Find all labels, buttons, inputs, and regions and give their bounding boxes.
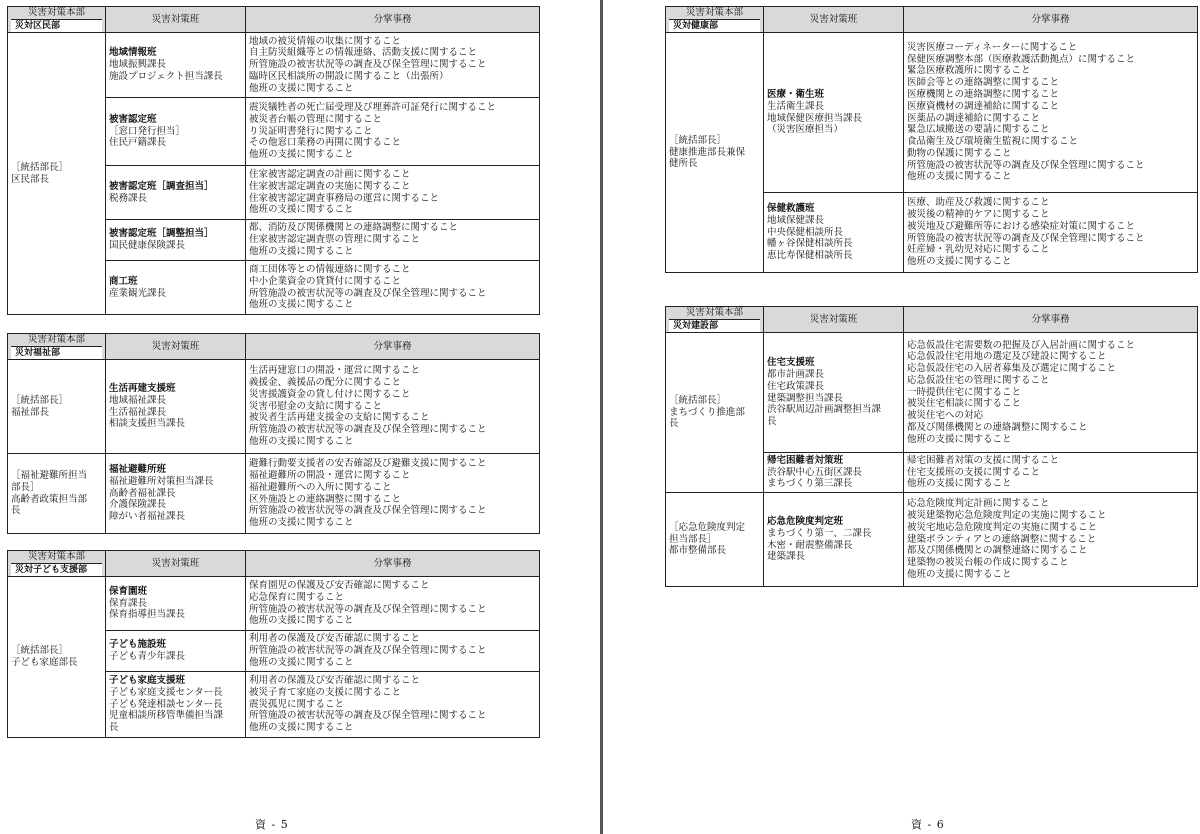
director-title: ［統括部長］ [11,394,69,406]
duty-item: 他班の支援に関すること [907,478,1012,490]
duty-item: 応急危険度判定計画に関すること [907,498,1050,510]
duty-item: 所管施設の被害状況等の調査及び保全管理に関すること [249,505,487,517]
hq-label: 災害対策本部 [669,307,760,320]
team-role: （災害医療担当） [767,124,844,136]
director-role: まちづくり推進部 [669,406,745,418]
team-name: 地域情報班 [109,47,157,59]
team-cell [106,33,246,98]
page-6 [603,0,1200,834]
director-title: 担当部長］ [669,533,717,545]
duty-item: 建築ボランティアとの連絡調整に関すること [907,533,1097,545]
hq-label: 災害対策本部 [669,7,760,20]
duty-item: 災害医療コーディネーターに関すること [907,41,1078,53]
team-role: 税務課長 [109,192,148,204]
director-role: 子ども家庭部長 [11,657,78,668]
team-cell [106,672,246,738]
team-name: 帰宅困難者対策班 [767,454,844,466]
team-role: 子ども青少年課長 [109,651,186,662]
team-column-header: 災害対策班 [106,7,246,33]
duty-item: 住宅支援班の支援に関すること [907,466,1041,478]
duties-column-header: 分掌事務 [904,7,1198,33]
team-name: 住宅支援班 [767,357,815,369]
duty-item: 他班の支援に関すること [249,299,354,311]
team-cell [106,220,246,261]
director-title: 部長］ [11,481,40,493]
team-role: 幡ヶ谷保健相談所長 [767,238,853,250]
duty-item: 被災地及び避難所等における感染症対策に関すること [907,220,1136,232]
duty-item: 自主防災組織等との情報連絡、活動支援に関すること [249,47,478,59]
director-title: ［統括部長］ [11,645,69,657]
team-role: 恵比寿保健相談所長 [767,250,853,262]
director-role: 健康推進部長兼保 [669,146,746,158]
director-role: 長 [11,505,21,517]
team-role: 国民健康保険課長 [109,240,186,251]
duty-item: 生活再建窓口の開設・運営に関すること [249,365,421,377]
duty-item: 災害援護資金の貸し付けに関すること [249,388,411,400]
duty-item: 中小企業資金の貸貸付に関すること [249,275,402,287]
duty-item: 利用者の保護及び安否確認に関すること [249,633,421,645]
duty-item: 妊産婦・乳幼児対応に関すること [907,244,1050,256]
director-title: ［統括部長］ [11,161,69,173]
duty-item: 医療機関との連絡調整に関すること [907,88,1060,100]
duty-item: 医師会等との連絡調整に関すること [907,77,1060,89]
duty-item: 他班の支援に関すること [249,245,354,257]
duty-item: 被災子育て家庭の支援に関すること [249,686,402,698]
director-role: 健所長 [669,158,698,170]
duty-item: 建築物の被災台帳の作成に関すること [907,557,1069,569]
duty-item: 保健医療調整本部（医療救護活動拠点）に関すること [907,53,1136,65]
team-name: 医療・衛生班 [767,88,825,100]
team-cell [106,454,246,534]
duties-cell [246,166,540,220]
team-role: 障がい者福祉課長 [109,511,186,523]
duty-item: 都及び関係機関との調整連絡に関すること [907,545,1088,557]
team-cell [106,261,246,315]
team-name: 被害認定班［調査担当］ [109,180,214,192]
duties-cell [246,454,540,534]
team-role: 都市計画課長 [767,368,825,380]
duty-item: 緊急医療救護所に関すること [907,65,1031,77]
duty-item: 所管施設の被害状況等の調査及び保全管理に関すること [249,645,487,657]
duty-item: 応急保育に関すること [249,591,345,603]
team-name: 被害認定班［調整担当］ [109,228,214,240]
duties-column-header: 分掌事務 [246,7,540,33]
team-name: 子ども家庭支援班 [109,675,186,687]
duty-item: 帰宅困難者対策の支援に関すること [907,454,1060,466]
dept-name: 災対子ども支援部 [11,564,102,576]
duty-item: 他班の支援に関すること [249,722,354,734]
duty-item: 他班の支援に関すること [907,256,1012,268]
duty-item: 商工団体等との情報連絡に関すること [249,263,411,275]
team-column-header: 災害対策班 [106,551,246,577]
team-role: 子ども発達相談センター長 [109,698,223,710]
hq-label: 災害対策本部 [11,334,102,347]
team-role: 渋谷駅中心五街区課長 [767,466,863,478]
duty-item: 住家被害認定調査票の管理に関すること [249,234,421,246]
director-cell [666,33,764,273]
team-name: 福祉避難所班 [109,464,167,476]
duty-item: 利用者の保護及び安否確認に関すること [249,675,421,687]
duty-item: 食品衛生及び環境衛生監視に関すること [907,136,1079,148]
team-role: 建築調整担当課長 [767,392,844,404]
director-role: 福祉部長 [11,406,50,418]
team-role: 地域保健課長 [767,214,825,226]
duty-item: 臨時区民相談所の開設に関すること（出張所） [249,70,449,82]
duty-item: 災害弔慰金の支給に関すること [249,400,383,412]
duties-cell [246,33,540,98]
team-role: 子ども家庭支援センター長 [109,686,223,698]
team-role: ［窓口発行担当］ [109,125,186,137]
duty-item: 他班の支援に関すること [249,656,354,668]
duty-item: 保育園児の保護及び安否確認に関すること [249,579,430,591]
team-role: 中央保健相談所長 [767,226,844,238]
team-column-header: 災害対策班 [106,334,246,360]
director-cell [666,333,764,493]
duties-cell [904,453,1198,493]
team-role: まちづくり第一、二課長 [767,527,872,539]
duties-column-header: 分掌事務 [246,551,540,577]
duty-item: 被災住宅相談に関すること [907,398,1022,410]
page-number: 資 - 6 [911,818,945,832]
duty-item: 所管施設の被害状況等の調査及び保全管理に関すること [249,287,487,299]
hq-header-cell [8,7,106,33]
duties-column-header: 分掌事務 [904,307,1198,333]
team-role: 相談支援担当課長 [109,418,186,430]
duty-item: 都及び関係機関との連絡調整に関すること [907,421,1088,433]
director-title: ［応急危険度判定 [669,521,746,533]
team-role: 渋谷駅周辺計画調整担当課 [767,404,882,416]
duty-item: 震災孤児に関すること [249,698,345,710]
hq-header-cell [8,334,106,360]
team-cell [106,166,246,220]
duty-item: 所管施設の被害状況等の調査及び保全管理に関すること [907,159,1145,171]
team-name: 商工班 [109,275,138,287]
kenko-dept-table [665,6,1198,273]
kumin-dept-table [7,6,540,315]
duty-item: 他班の支援に関すること [249,204,354,216]
team-cell [764,333,904,453]
director-role: 区民部長 [11,173,50,185]
team-role: まちづくり第三課長 [767,478,853,490]
team-role: 保育指導担当課長 [109,609,186,621]
team-name: 子ども施設班 [109,639,167,651]
duty-item: 緊急広域搬送の要請に関すること [907,124,1050,136]
team-role: 生活衛生課長 [767,100,825,112]
duties-cell [246,360,540,454]
duty-item: 震災犠牲者の死亡届受理及び埋葬許可証発行に関すること [249,102,497,114]
team-cell [106,631,246,672]
duties-cell [246,577,540,631]
duty-item: 被災者台帳の管理に関すること [249,113,383,125]
team-role: 長 [109,722,119,734]
team-role: 地域保健医療担当課長 [767,112,863,124]
team-role: 児童相談所移管準備担当課 [109,710,224,722]
team-cell [106,360,246,454]
duty-item: 所管施設の被害状況等の調査及び保全管理に関すること [249,424,487,436]
director-cell [8,577,106,738]
hq-header-cell [666,307,764,333]
kodomo-dept-table [7,550,540,738]
duty-item: 他班の支援に関すること [249,435,354,447]
duties-cell [246,631,540,672]
team-role: 施設プロジェクト担当課長 [109,70,223,82]
director-role: 高齢者政策担当部 [11,493,88,505]
team-role: 住宅政策課長 [767,380,825,392]
page-number: 資 - 5 [255,818,289,832]
duty-item: 地域の被災情報の収集に関すること [249,35,402,47]
hq-header-cell [666,7,764,33]
director-cell [8,360,106,454]
duty-item: 他班の支援に関すること [907,171,1012,183]
duty-item: り災証明書発行に関すること [249,125,373,137]
team-role: 建築課長 [767,551,806,563]
team-cell [106,577,246,631]
duties-cell [246,98,540,166]
team-cell [764,193,904,273]
duty-item: 医薬品の調達補給に関すること [907,112,1041,124]
duty-item: 応急仮設住宅用地の選定及び建設に関すること [907,351,1107,363]
duty-item: 被災者生活再建支援金の支給に関すること [249,412,430,424]
duty-item: 他班の支援に関すること [907,568,1012,580]
duty-item: 都、消防及び関係機関との連絡調整に関すること [249,222,459,234]
dept-name: 災対福祉部 [11,347,102,359]
team-name: 生活再建支援班 [109,382,176,394]
duty-item: 区外施設との連絡調整に関すること [249,493,402,505]
duty-item: 応急仮設住宅の管理に関すること [907,374,1050,386]
fukushi-dept-table [7,333,540,534]
duties-cell [904,193,1198,273]
duties-cell [904,333,1198,453]
director-cell [666,493,764,587]
duty-item: 福祉避難所の開設・運営に関すること [249,469,411,481]
duty-item: 医療、助産及び救護に関すること [907,197,1050,209]
team-cell [764,493,904,587]
duty-item: 他班の支援に関すること [907,433,1012,445]
duties-cell [246,220,540,261]
duty-item: 他班の支援に関すること [249,615,354,627]
director-title: ［福祉避難所担当 [11,469,88,481]
team-cell [106,98,246,166]
director-cell [8,33,106,315]
dept-name: 災対区民部 [11,20,102,32]
duty-item: その他窓口業務の再開に関すること [249,137,402,149]
team-cell [764,33,904,193]
director-title: ［統括部長］ [669,134,727,146]
team-role: 住民戸籍課長 [109,137,167,149]
team-role: 木密・耐震整備課長 [767,539,853,551]
duty-item: 義援金、義援品の配分に関すること [249,377,402,389]
hq-header-cell [8,551,106,577]
director-title: ［統括部長］ [669,394,727,406]
duty-item: 住家被害認定調査事務局の運営に関すること [249,192,440,204]
duty-item: 所管施設の被害状況等の調査及び保全管理に関すること [249,603,487,615]
team-role: 生活福祉課長 [109,406,167,418]
team-name: 保健救護班 [767,203,815,215]
team-role: 地域福祉課長 [109,394,167,406]
duty-item: 一時提供住宅に関すること [907,386,1022,398]
duty-item: 他班の支援に関すること [249,149,354,161]
duty-item: 避難行動要支援者の安否確認及び避難支援に関すること [249,458,487,470]
team-role: 高齢者福祉課長 [109,487,176,499]
hq-label: 災害対策本部 [11,7,102,20]
duties-cell [904,493,1198,587]
duty-item: 福祉避難所への入所に関すること [249,481,392,493]
duty-item: 被災後の精神的ケアに関すること [907,208,1050,220]
duty-item: 被災宅地応急危険度判定の実施に関すること [907,521,1098,533]
duty-item: 医療資機材の調達補給に関すること [907,100,1060,112]
team-name: 応急危険度判定班 [767,515,844,527]
dept-name: 災対建設部 [669,320,760,332]
duty-item: 他班の支援に関すること [249,517,354,529]
duties-cell [246,261,540,315]
director-cell [8,454,106,534]
team-role: 地域振興課長 [109,59,167,71]
director-role: 長 [669,418,679,430]
duty-item: 住家被害認定調査の実施に関すること [249,180,411,192]
team-cell [764,453,904,493]
duty-item: 応急仮設住宅需要数の把握及び入居計画に関すること [907,339,1136,351]
team-role: 長 [767,416,777,428]
duty-item: 所管施設の被害状況等の調査及び保全管理に関すること [907,232,1145,244]
team-name: 保育園班 [109,585,148,597]
team-name: 被害認定班 [109,113,157,125]
duty-item: 動物の保護に関すること [907,147,1012,159]
team-role: 産業観光課長 [109,287,167,299]
duty-item: 被災建築物応急危険度判定の実施に関すること [907,510,1107,522]
team-column-header: 災害対策班 [764,307,904,333]
duties-column-header: 分掌事務 [246,334,540,360]
team-role: 介護保険課長 [109,499,167,511]
team-role: 福祉避難所対策担当課長 [109,475,214,487]
kensetsu-dept-table [665,306,1198,587]
duty-item: 住家被害認定調査の計画に関すること [249,168,411,180]
duty-item: 被災住宅への対応 [907,410,984,422]
hq-label: 災害対策本部 [11,551,102,564]
dept-name: 災対健康部 [669,20,760,32]
director-role: 都市整備部長 [669,545,727,557]
duty-item: 応急仮設住宅の入居者募集及び選定に関すること [907,363,1117,375]
duties-cell [904,33,1198,193]
team-role: 保育課長 [109,597,148,609]
duty-item: 所管施設の被害状況等の調査及び保全管理に関すること [249,59,487,71]
duty-item: 他班の支援に関すること [249,82,354,94]
team-column-header: 災害対策班 [764,7,904,33]
duty-item: 所管施設の被害状況等の調査及び保全管理に関すること [249,710,487,722]
duties-cell [246,672,540,738]
